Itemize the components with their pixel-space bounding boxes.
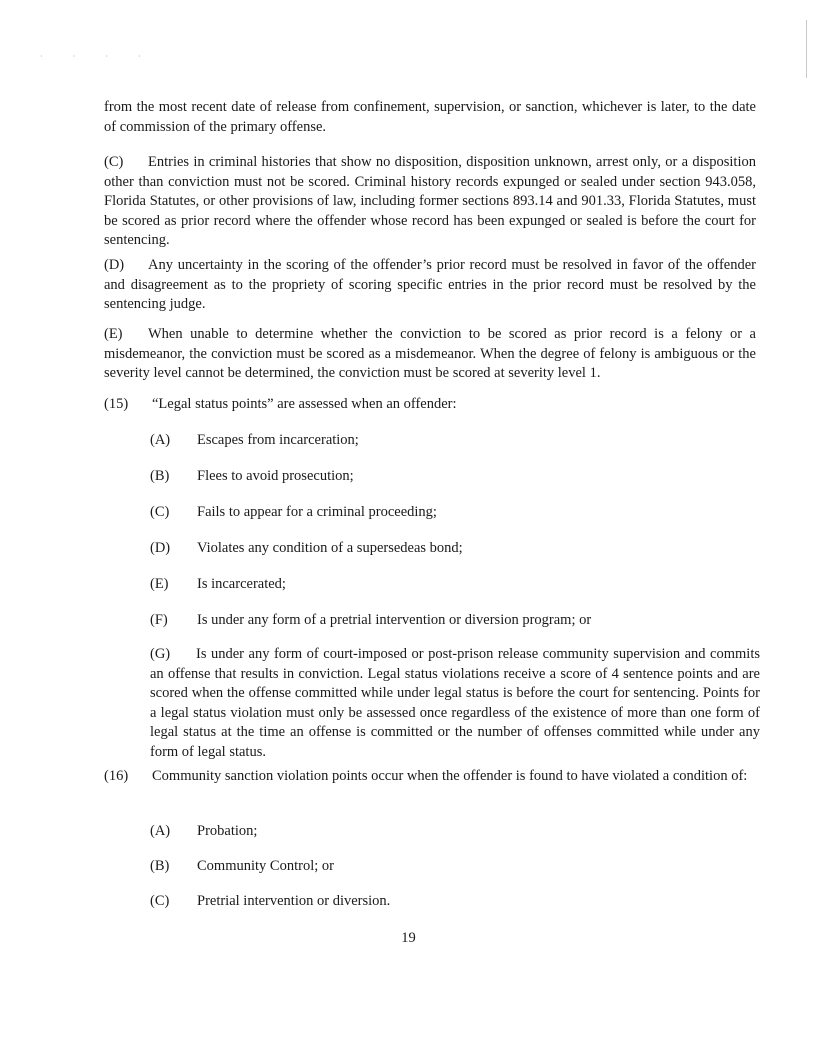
list-item-text: Is under any form of a pretrial intervention or diversion program; or [197, 612, 592, 628]
list-item-g-text: Is under any form of court-imposed or post-prison release community supervision and commits an offense that results in conviction. Legal status violations receive a score of 4 sentence points and are scored when the offense committed while under legal status is before the court for sentencing. Points for a legal status violation must only be assessed once regardless of the existence of more than one form of legal status at the time an offense is committed or the number of offenses committed while under any form of legal status. [150, 646, 760, 760]
list-item-text: Fails to appear for a criminal proceeding; [197, 504, 437, 520]
section-15-text: “Legal status points” are assessed when an offender: [152, 396, 457, 412]
section-16-label: (16) [104, 768, 129, 784]
intro-paragraph: from the most recent date of release from confinement, supervision, or sanction, whichever is later, to the date of commission of the primary offense. [104, 99, 756, 135]
list-item-label: (A) [150, 823, 171, 839]
paragraph-c-label: (C) [104, 154, 124, 170]
paragraph-e-label: (E) [104, 326, 123, 342]
list-item-label: (E) [150, 576, 169, 592]
paragraph-c [104, 153, 756, 251]
list-item-g-label: (G) [150, 646, 171, 662]
list-item [150, 611, 762, 631]
list-item-label: (A) [150, 432, 171, 448]
section-15 [104, 395, 760, 415]
list-item-text: Is incarcerated; [197, 576, 286, 592]
list-item-label: (B) [150, 858, 170, 874]
section-15-label: (15) [104, 396, 129, 412]
list-item-g [150, 645, 760, 762]
paragraph-d-label: (D) [104, 257, 125, 273]
list-item [150, 857, 762, 877]
paragraph-d-text: Any uncertainty in the scoring of the offender’s prior record must be resolved in favor of the offender and disagreement as to the propriety of scoring specific entries in the prior record must be resolved by the sentencing judge. [104, 257, 756, 312]
list-item [150, 822, 762, 842]
section-16-text: Community sanction violation points occur when the offender is found to have violated a condition of: [152, 768, 748, 784]
list-item-text: Escapes from incarceration; [197, 432, 359, 448]
list-item [150, 431, 762, 451]
list-item [150, 575, 762, 595]
paragraph-c-text: Entries in criminal histories that show no disposition, disposition unknown, arrest only, or a disposition other than conviction must not be scored. Criminal history records expunged or sealed under section 943.058, Florida Statutes, or other provisions of law, including former sections 893.14 and 901.33, Florida Statutes, must be scored as prior record where the offender whose record has been expunged or sealed is before the court for sentencing. [104, 154, 756, 248]
list-item [150, 503, 762, 523]
scan-artifact: · · · · [40, 52, 155, 61]
paragraph-d [104, 256, 756, 315]
list-item-label: (F) [150, 612, 168, 628]
list-item [150, 892, 762, 912]
list-item-label: (C) [150, 504, 170, 520]
section-16 [104, 767, 760, 787]
paragraph-e [104, 325, 756, 384]
page-number: 19 [401, 930, 416, 946]
list-item-text: Probation; [197, 823, 258, 839]
list-item-text: Pretrial intervention or diversion. [197, 893, 391, 909]
list-item [150, 467, 762, 487]
list-item [150, 539, 762, 559]
list-item-text: Flees to avoid prosecution; [197, 468, 354, 484]
list-item-label: (D) [150, 540, 171, 556]
list-item-label: (C) [150, 893, 170, 909]
list-item-text: Community Control; or [197, 858, 334, 874]
paragraph-e-text: When unable to determine whether the conviction to be scored as prior record is a felony or a misdemeanor, the conviction must be scored as a misdemeanor. When the degree of felony is ambiguous or the severity level cannot be determined, the conviction must be scored at severity level 1. [104, 326, 756, 381]
list-item-text: Violates any condition of a supersedeas bond; [197, 540, 463, 556]
scan-edge-line [806, 20, 807, 78]
list-item-label: (B) [150, 468, 170, 484]
